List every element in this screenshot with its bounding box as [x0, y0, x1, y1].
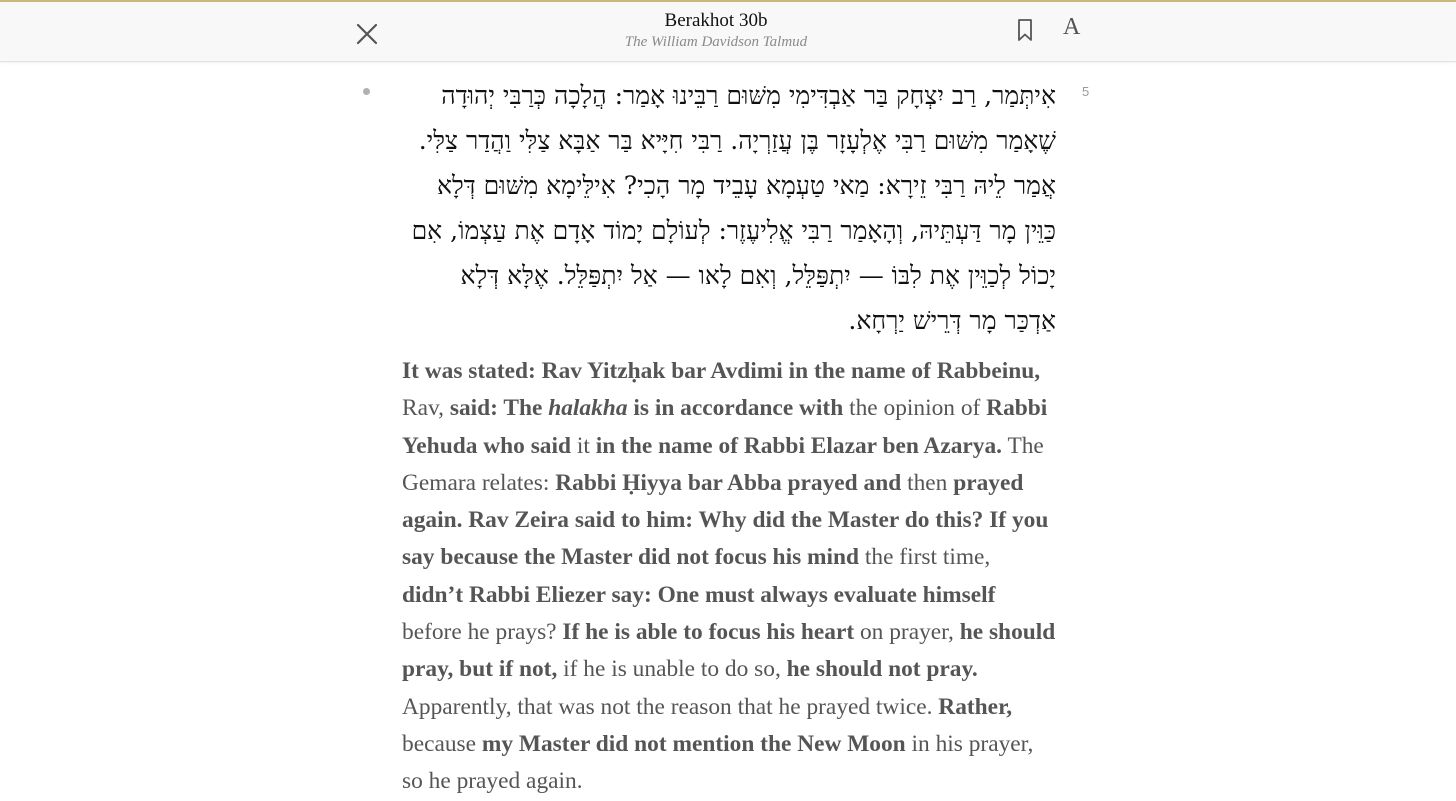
- translation-bold-run: in the name of Rabbi Elazar ben Azarya.: [595, 432, 1003, 459]
- translation-plain-run: if he is unable to do so,: [557, 656, 787, 683]
- translation-plain-run: the opinion of: [843, 395, 987, 422]
- translation-plain-run: then: [901, 469, 954, 496]
- translation-bold-run: he should pray, but if not,: [402, 619, 1056, 683]
- translation-bold-run: Rather,: [938, 693, 1013, 720]
- translation-bold-run: prayed again. Rav Zeira said to him: Why did the Master do this? If you say because the Master did not focus his mind: [402, 469, 1049, 571]
- translation-plain-run: in his prayer, so he prayed again.: [402, 730, 1034, 795]
- bookmark-button[interactable]: [1016, 18, 1034, 44]
- translation-plain-run: on prayer,: [854, 619, 960, 646]
- translation-plain-run: it: [571, 432, 596, 459]
- close-button[interactable]: [355, 22, 379, 46]
- translation-plain-run: the first time,: [859, 544, 991, 571]
- translation-plain-run: The Gemara relates:: [402, 432, 1044, 496]
- translation-bold-run: said: The: [449, 395, 549, 422]
- hebrew-text: אִיתְּמַר, רַב יִצְחָק בַּר אַבְדִּימִי מִשּׁוּם רַבֵּינוּ אָמַר: הֲלָכָה כְּרַבִּי יְהוּדָה שֶׁאָמַר מִשּׁוּם רַבִּי אֶלְעָזָר בֶּן עֲזַרְיָה. רַבִּי חִיָּיא בַּר אַבָּא צַלִּי וַהֲדַר צַלִּי. אֲמַר לֵיהּ רַבִּי זֵירָא: מַאי טַעְמָא עָבֵיד מָר הָכִי? אִילֵּימָא מִשּׁוּם דְּלָא כַּוֵּין מָר דַּעְתֵּיהּ, וְהָאָמַר רַבִּי אֱלִיעֶזֶר: לְעוֹלָם יָמוֹד אָדָם אֶת עַצְמוֹ, אִם יָכוֹל לְכַוֵּין אֶת לִבּוֹ — יִתְפַּלֵּל, וְאִם לָאו — אַל יִתְפַּלֵּל. אֶלָּא דְּלָא אַדְכַּר מָר דְּרֵישׁ יַרְחָא.: [411, 81, 1056, 335]
- bookmark-icon: [1016, 18, 1034, 44]
- translation-plain-run: because: [402, 730, 482, 757]
- segment-number[interactable]: 5: [1082, 84, 1090, 99]
- translation-bold-run: halakha: [548, 395, 628, 422]
- page-title: Berakhot 30b: [664, 10, 768, 31]
- english-translation: [402, 353, 1056, 801]
- translation-bold-run: It was stated: Rav Yitzḥak bar Avdimi in the name of Rabbeinu,: [402, 358, 1041, 384]
- translation-bold-run: is in accordance with: [627, 395, 844, 422]
- translation-bold-run: my Master did not mention the New Moon: [481, 730, 906, 757]
- translation-bold-run: didn’t Rabbi Eliezer say: One must always evaluate himself: [402, 581, 996, 608]
- translation-bold-run: Rabbi Ḥiyya bar Abba prayed and: [555, 469, 902, 496]
- translation-plain-run: Rav,: [402, 395, 450, 422]
- page-subtitle: The William Davidson Talmud: [624, 34, 808, 50]
- close-icon: [355, 22, 379, 46]
- font-settings-button[interactable]: A: [1063, 14, 1081, 40]
- segment-marker-dot: [363, 88, 370, 95]
- reader-header: [0, 2, 1456, 62]
- translation-bold-run: he should not pray.: [786, 656, 978, 683]
- header-titles: [516, 10, 916, 52]
- translation-bold-run: Rabbi Yehuda who said: [402, 395, 1048, 459]
- translation-bold-run: If he is able to focus his heart: [562, 619, 855, 646]
- translation-plain-run: before he prays?: [402, 619, 563, 646]
- translation-plain-run: Apparently, that was not the reason that he prayed twice.: [402, 693, 939, 720]
